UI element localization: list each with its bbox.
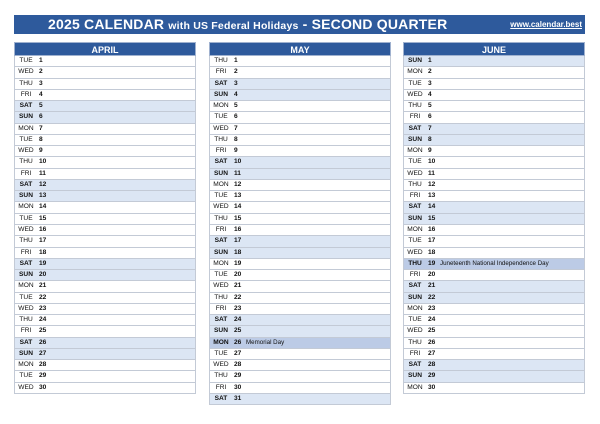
day-of-week: SUN bbox=[408, 372, 422, 380]
day-of-week: WED bbox=[213, 282, 229, 290]
day-number: 17 bbox=[234, 237, 242, 245]
day-row bbox=[14, 180, 196, 191]
day-row bbox=[14, 236, 196, 247]
month-header: JUNE bbox=[403, 42, 585, 56]
day-of-week: SUN bbox=[214, 90, 228, 98]
day-number: 20 bbox=[39, 271, 47, 279]
month-april bbox=[14, 42, 196, 394]
calendar-header bbox=[14, 15, 585, 34]
day-number: 6 bbox=[234, 113, 238, 121]
day-number: 29 bbox=[39, 372, 47, 380]
day-of-week: THU bbox=[408, 180, 422, 188]
day-of-week: MON bbox=[213, 102, 229, 110]
day-row bbox=[209, 293, 391, 304]
day-row bbox=[14, 214, 196, 225]
day-of-week: FRI bbox=[409, 349, 421, 357]
day-row bbox=[14, 135, 196, 146]
day-number: 28 bbox=[39, 361, 47, 369]
day-number: 6 bbox=[428, 113, 432, 121]
day-row bbox=[403, 79, 585, 90]
day-of-week: FRI bbox=[215, 147, 227, 155]
day-row bbox=[209, 101, 391, 112]
day-row bbox=[209, 259, 391, 270]
day-number: 1 bbox=[428, 57, 432, 64]
day-number: 5 bbox=[428, 102, 432, 110]
day-row bbox=[209, 202, 391, 213]
day-of-week: SUN bbox=[19, 271, 33, 279]
day-number: 15 bbox=[234, 214, 242, 222]
day-of-week: MON bbox=[213, 180, 229, 188]
day-of-week: SUN bbox=[19, 349, 33, 357]
day-of-week: SAT bbox=[408, 361, 422, 369]
day-number: 1 bbox=[234, 57, 238, 64]
day-number: 5 bbox=[39, 102, 43, 110]
day-number: 20 bbox=[428, 271, 436, 279]
day-row bbox=[403, 270, 585, 281]
day-row bbox=[14, 202, 196, 213]
day-row bbox=[14, 383, 196, 394]
day-of-week: SAT bbox=[214, 79, 228, 87]
day-row bbox=[403, 157, 585, 168]
day-of-week: SUN bbox=[408, 293, 422, 301]
day-of-week: TUE bbox=[19, 135, 33, 143]
day-row bbox=[209, 394, 391, 405]
day-number: 30 bbox=[234, 383, 242, 391]
day-number: 4 bbox=[39, 90, 43, 98]
day-row bbox=[14, 371, 196, 382]
day-of-week: SUN bbox=[19, 113, 33, 121]
day-number: 14 bbox=[39, 203, 47, 211]
day-row bbox=[403, 90, 585, 101]
day-row bbox=[403, 112, 585, 123]
day-of-week: WED bbox=[18, 383, 34, 391]
holiday-row bbox=[209, 338, 391, 349]
day-of-week: THU bbox=[214, 57, 228, 64]
day-row bbox=[14, 349, 196, 360]
day-row bbox=[209, 360, 391, 371]
day-row bbox=[209, 304, 391, 315]
day-number: 22 bbox=[428, 293, 436, 301]
day-number: 1 bbox=[39, 57, 43, 64]
day-row bbox=[403, 349, 585, 360]
website-link[interactable]: www.calendar.best bbox=[510, 20, 582, 29]
day-number: 12 bbox=[39, 180, 47, 188]
day-row bbox=[14, 270, 196, 281]
day-of-week: FRI bbox=[409, 192, 421, 200]
day-number: 26 bbox=[39, 338, 47, 346]
day-number: 27 bbox=[39, 349, 47, 357]
day-row bbox=[209, 90, 391, 101]
day-number: 9 bbox=[39, 147, 43, 155]
day-of-week: FRI bbox=[409, 271, 421, 279]
day-number: 22 bbox=[39, 293, 47, 301]
day-of-week: WED bbox=[213, 203, 229, 211]
day-number: 20 bbox=[234, 271, 242, 279]
day-row bbox=[403, 315, 585, 326]
day-row bbox=[403, 180, 585, 191]
day-of-week: SAT bbox=[408, 124, 422, 132]
day-row bbox=[403, 135, 585, 146]
day-of-week: THU bbox=[19, 158, 33, 166]
day-of-week: TUE bbox=[19, 293, 33, 301]
day-of-week: FRI bbox=[20, 327, 32, 335]
day-number: 6 bbox=[39, 113, 43, 121]
day-number: 3 bbox=[234, 79, 238, 87]
day-number: 9 bbox=[428, 147, 432, 155]
day-of-week: FRI bbox=[215, 383, 227, 391]
day-of-week: TUE bbox=[19, 214, 33, 222]
holiday-row bbox=[403, 259, 585, 270]
day-row bbox=[14, 293, 196, 304]
day-row bbox=[403, 124, 585, 135]
day-number: 7 bbox=[39, 124, 43, 132]
day-row bbox=[14, 248, 196, 259]
day-row bbox=[209, 281, 391, 292]
day-of-week: TUE bbox=[19, 57, 33, 64]
holiday-name: Memorial Day bbox=[246, 338, 285, 346]
day-number: 25 bbox=[39, 327, 47, 335]
day-row bbox=[209, 146, 391, 157]
day-row bbox=[14, 326, 196, 337]
title-separator: - bbox=[298, 16, 312, 32]
day-number: 16 bbox=[428, 225, 436, 233]
day-of-week: FRI bbox=[20, 169, 32, 177]
day-number: 25 bbox=[234, 327, 242, 335]
day-of-week: MON bbox=[407, 147, 423, 155]
day-of-week: THU bbox=[214, 135, 228, 143]
day-number: 4 bbox=[234, 90, 238, 98]
day-number: 4 bbox=[428, 90, 432, 98]
day-row bbox=[403, 146, 585, 157]
day-of-week: SAT bbox=[19, 259, 33, 267]
day-row bbox=[209, 112, 391, 123]
day-number: 25 bbox=[428, 327, 436, 335]
day-of-week: THU bbox=[408, 259, 422, 267]
day-of-week: MON bbox=[18, 282, 34, 290]
day-number: 3 bbox=[39, 79, 43, 87]
day-row bbox=[14, 157, 196, 168]
day-of-week: MON bbox=[18, 124, 34, 132]
day-row bbox=[403, 191, 585, 202]
day-number: 26 bbox=[234, 338, 242, 346]
day-number: 15 bbox=[428, 214, 436, 222]
day-number: 7 bbox=[428, 124, 432, 132]
title-year: 2025 CALENDAR bbox=[48, 16, 165, 32]
month-june bbox=[403, 42, 585, 394]
day-row bbox=[209, 214, 391, 225]
day-of-week: THU bbox=[19, 79, 33, 87]
day-row bbox=[209, 191, 391, 202]
day-of-week: THU bbox=[408, 102, 422, 110]
day-number: 2 bbox=[39, 68, 43, 76]
day-of-week: WED bbox=[407, 248, 423, 256]
day-of-week: WED bbox=[18, 147, 34, 155]
day-number: 23 bbox=[39, 304, 47, 312]
day-row bbox=[403, 214, 585, 225]
title-quarter: SECOND QUARTER bbox=[311, 16, 448, 32]
day-number: 10 bbox=[428, 158, 436, 166]
day-of-week: TUE bbox=[214, 271, 228, 279]
day-row bbox=[14, 191, 196, 202]
day-number: 27 bbox=[234, 349, 242, 357]
day-number: 12 bbox=[234, 180, 242, 188]
day-row bbox=[14, 112, 196, 123]
day-number: 28 bbox=[428, 361, 436, 369]
day-number: 21 bbox=[428, 282, 436, 290]
day-number: 11 bbox=[39, 169, 46, 177]
day-row bbox=[403, 360, 585, 371]
title-subtitle: with US Federal Holidays bbox=[168, 20, 299, 32]
day-of-week: TUE bbox=[214, 192, 228, 200]
day-row bbox=[209, 135, 391, 146]
day-number: 30 bbox=[39, 383, 47, 391]
day-number: 14 bbox=[428, 203, 436, 211]
day-number: 23 bbox=[428, 304, 436, 312]
day-row bbox=[403, 383, 585, 394]
day-row bbox=[209, 248, 391, 259]
month-header: MAY bbox=[209, 42, 391, 56]
day-row bbox=[209, 371, 391, 382]
day-number: 17 bbox=[39, 237, 47, 245]
day-of-week: FRI bbox=[215, 68, 227, 76]
day-of-week: SAT bbox=[19, 338, 33, 346]
day-number: 11 bbox=[234, 169, 241, 177]
day-of-week: TUE bbox=[19, 372, 33, 380]
page-title bbox=[48, 16, 447, 32]
day-number: 19 bbox=[234, 259, 242, 267]
day-row bbox=[403, 225, 585, 236]
day-row bbox=[209, 56, 391, 67]
day-number: 18 bbox=[234, 248, 242, 256]
day-number: 8 bbox=[39, 135, 43, 143]
day-of-week: THU bbox=[214, 372, 228, 380]
day-row bbox=[14, 304, 196, 315]
month-header: APRIL bbox=[14, 42, 196, 56]
day-number: 5 bbox=[234, 102, 238, 110]
day-number: 7 bbox=[234, 124, 238, 132]
day-of-week: FRI bbox=[215, 304, 227, 312]
day-number: 19 bbox=[39, 259, 47, 267]
day-of-week: MON bbox=[213, 338, 229, 346]
day-row bbox=[403, 371, 585, 382]
day-number: 11 bbox=[428, 169, 435, 177]
day-row bbox=[403, 281, 585, 292]
day-of-week: SAT bbox=[408, 203, 422, 211]
day-number: 24 bbox=[234, 316, 242, 324]
day-of-week: SUN bbox=[408, 214, 422, 222]
day-of-week: SUN bbox=[214, 327, 228, 335]
day-number: 19 bbox=[428, 259, 436, 267]
day-row bbox=[403, 236, 585, 247]
day-number: 28 bbox=[234, 361, 242, 369]
day-of-week: SUN bbox=[214, 248, 228, 256]
day-of-week: SAT bbox=[19, 102, 33, 110]
day-number: 31 bbox=[234, 394, 242, 402]
day-row bbox=[403, 338, 585, 349]
day-row bbox=[209, 180, 391, 191]
day-of-week: MON bbox=[407, 383, 423, 391]
day-of-week: WED bbox=[213, 124, 229, 132]
day-number: 30 bbox=[428, 383, 436, 391]
day-of-week: MON bbox=[407, 225, 423, 233]
day-of-week: WED bbox=[213, 361, 229, 369]
month-may bbox=[209, 42, 391, 405]
day-of-week: MON bbox=[407, 304, 423, 312]
day-of-week: FRI bbox=[20, 90, 32, 98]
day-row bbox=[209, 349, 391, 360]
day-row bbox=[209, 225, 391, 236]
day-of-week: MON bbox=[407, 68, 423, 76]
day-row bbox=[209, 270, 391, 281]
day-of-week: SAT bbox=[214, 316, 228, 324]
day-of-week: MON bbox=[18, 203, 34, 211]
day-number: 27 bbox=[428, 349, 436, 357]
day-number: 10 bbox=[234, 158, 242, 166]
day-number: 15 bbox=[39, 214, 47, 222]
day-row bbox=[14, 225, 196, 236]
day-number: 24 bbox=[428, 316, 436, 324]
day-of-week: WED bbox=[407, 169, 423, 177]
day-of-week: THU bbox=[19, 316, 33, 324]
day-row bbox=[403, 169, 585, 180]
day-row bbox=[209, 124, 391, 135]
day-row bbox=[14, 315, 196, 326]
day-of-week: WED bbox=[407, 90, 423, 98]
day-row bbox=[14, 169, 196, 180]
day-number: 16 bbox=[39, 225, 47, 233]
day-row bbox=[209, 157, 391, 168]
day-number: 29 bbox=[234, 372, 242, 380]
day-number: 2 bbox=[428, 68, 432, 76]
day-of-week: SUN bbox=[19, 192, 33, 200]
day-of-week: FRI bbox=[409, 113, 421, 121]
day-number: 8 bbox=[234, 135, 238, 143]
day-of-week: THU bbox=[408, 338, 422, 346]
day-number: 16 bbox=[234, 225, 242, 233]
day-of-week: TUE bbox=[214, 349, 228, 357]
day-of-week: FRI bbox=[20, 248, 32, 256]
day-number: 18 bbox=[39, 248, 47, 256]
day-row bbox=[14, 259, 196, 270]
day-number: 8 bbox=[428, 135, 432, 143]
day-row bbox=[14, 124, 196, 135]
day-of-week: FRI bbox=[215, 225, 227, 233]
day-number: 29 bbox=[428, 372, 436, 380]
day-number: 24 bbox=[39, 316, 47, 324]
day-of-week: THU bbox=[19, 237, 33, 245]
day-number: 13 bbox=[234, 192, 242, 200]
day-of-week: WED bbox=[18, 68, 34, 76]
day-row bbox=[14, 56, 196, 67]
day-number: 3 bbox=[428, 79, 432, 87]
day-row bbox=[403, 248, 585, 259]
day-number: 17 bbox=[428, 237, 436, 245]
day-of-week: SUN bbox=[214, 169, 228, 177]
day-of-week: WED bbox=[407, 327, 423, 335]
day-row bbox=[209, 383, 391, 394]
day-number: 21 bbox=[39, 282, 47, 290]
day-row bbox=[403, 67, 585, 78]
day-of-week: SAT bbox=[214, 237, 228, 245]
day-number: 10 bbox=[39, 158, 47, 166]
day-of-week: MON bbox=[213, 259, 229, 267]
day-number: 2 bbox=[234, 68, 238, 76]
day-of-week: SAT bbox=[214, 158, 228, 166]
day-number: 18 bbox=[428, 248, 436, 256]
day-of-week: TUE bbox=[408, 237, 422, 245]
day-number: 13 bbox=[39, 192, 47, 200]
day-row bbox=[14, 90, 196, 101]
day-of-week: TUE bbox=[408, 158, 422, 166]
day-number: 9 bbox=[234, 147, 238, 155]
day-row bbox=[403, 56, 585, 67]
day-row bbox=[14, 338, 196, 349]
day-row bbox=[403, 304, 585, 315]
holiday-name: Juneteenth National Independence Day bbox=[440, 259, 549, 267]
day-of-week: MON bbox=[18, 361, 34, 369]
day-of-week: WED bbox=[18, 304, 34, 312]
day-of-week: THU bbox=[214, 293, 228, 301]
day-row bbox=[209, 326, 391, 337]
day-row bbox=[209, 315, 391, 326]
day-row bbox=[209, 236, 391, 247]
day-of-week: TUE bbox=[408, 316, 422, 324]
day-row bbox=[14, 360, 196, 371]
day-of-week: TUE bbox=[214, 113, 228, 121]
day-row bbox=[14, 67, 196, 78]
day-row bbox=[14, 79, 196, 90]
day-row bbox=[403, 326, 585, 337]
day-of-week: SUN bbox=[408, 57, 422, 64]
day-of-week: SAT bbox=[214, 394, 228, 402]
day-row bbox=[209, 169, 391, 180]
day-row bbox=[403, 202, 585, 213]
day-row bbox=[14, 101, 196, 112]
day-of-week: THU bbox=[214, 214, 228, 222]
day-number: 23 bbox=[234, 304, 242, 312]
day-row bbox=[403, 293, 585, 304]
day-number: 13 bbox=[428, 192, 436, 200]
day-of-week: TUE bbox=[408, 79, 422, 87]
day-of-week: SAT bbox=[408, 282, 422, 290]
day-number: 14 bbox=[234, 203, 242, 211]
day-row bbox=[14, 281, 196, 292]
day-of-week: WED bbox=[18, 225, 34, 233]
day-number: 12 bbox=[428, 180, 436, 188]
day-number: 26 bbox=[428, 338, 436, 346]
day-row bbox=[209, 67, 391, 78]
day-row bbox=[209, 79, 391, 90]
day-row bbox=[14, 146, 196, 157]
day-number: 22 bbox=[234, 293, 242, 301]
day-number: 21 bbox=[234, 282, 242, 290]
day-of-week: SUN bbox=[408, 135, 422, 143]
day-row bbox=[403, 101, 585, 112]
day-of-week: SAT bbox=[19, 180, 33, 188]
